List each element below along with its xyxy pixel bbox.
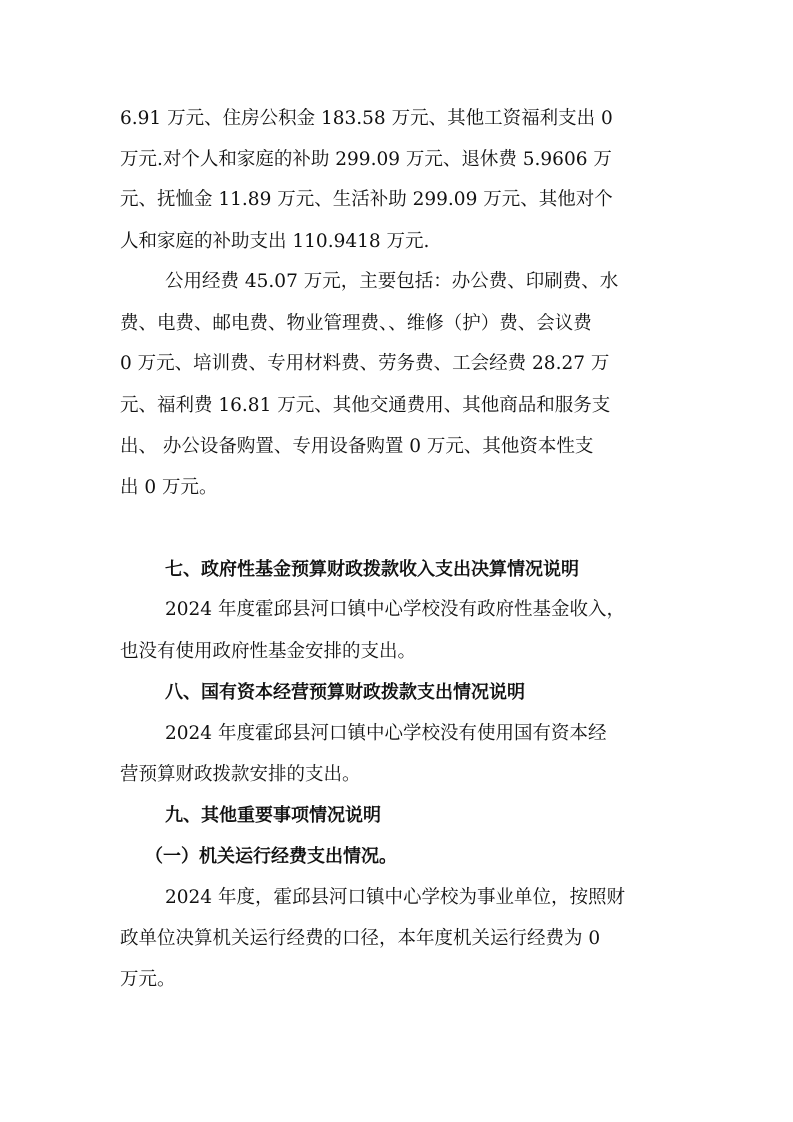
body-text-line: 政单位决算机关运行经费的口径，本年度机关运行经费为 0 — [120, 928, 601, 949]
body-text-line: 营预算财政拨款安排的支出。 — [120, 764, 361, 785]
body-text-line: 元、抚恤金 11.89 万元、生活补助 299.09 万元、其他对个 — [120, 189, 613, 210]
body-text-line: 元、福利费 16.81 万元、其他交通费用、其他商品和服务支 — [120, 395, 611, 416]
section-heading: 七、政府性基金预算财政拨款收入支出决算情况说明 — [165, 559, 579, 580]
body-text-line: 2024 年度霍邱县河口镇中心学校没有政府性基金收入， — [165, 599, 625, 620]
subsection-heading: （一）机关运行经费支出情况。 — [145, 846, 397, 867]
body-text-line: 2024 年度霍邱县河口镇中心学校没有使用国有资本经 — [165, 723, 607, 744]
body-text-line: 万元。 — [120, 969, 176, 990]
body-text-line: 0 万元、培训费、专用材料费、劳务费、工会经费 28.27 万 — [120, 353, 610, 374]
body-text-line: 费、电费、邮电费、物业管理费、、维修（护）费、会议费 — [120, 313, 592, 334]
body-text-line: 2024 年度，霍邱县河口镇中心学校为事业单位，按照财 — [165, 887, 625, 908]
body-text-line: 出、 办公设备购置、专用设备购置 0 万元、其他资本性支 — [120, 436, 594, 457]
body-text-line: 人和家庭的补助支出 110.9418 万元. — [120, 231, 430, 252]
body-text-line: 万元.对个人和家庭的补助 299.09 万元、退休费 5.9606 万 — [120, 149, 612, 170]
section-heading: 九、其他重要事项情况说明 — [165, 805, 381, 826]
body-text-line: 出 0 万元。 — [120, 477, 218, 498]
body-text-line: 公用经费 45.07 万元，主要包括：办公费、印刷费、水 — [165, 271, 619, 292]
body-text-line: 6.91 万元、住房公积金 183.58 万元、其他工资福利支出 0 — [120, 108, 613, 129]
section-heading: 八、国有资本经营预算财政拨款支出情况说明 — [165, 682, 525, 703]
body-text-line: 也没有使用政府性基金安排的支出。 — [120, 641, 417, 662]
